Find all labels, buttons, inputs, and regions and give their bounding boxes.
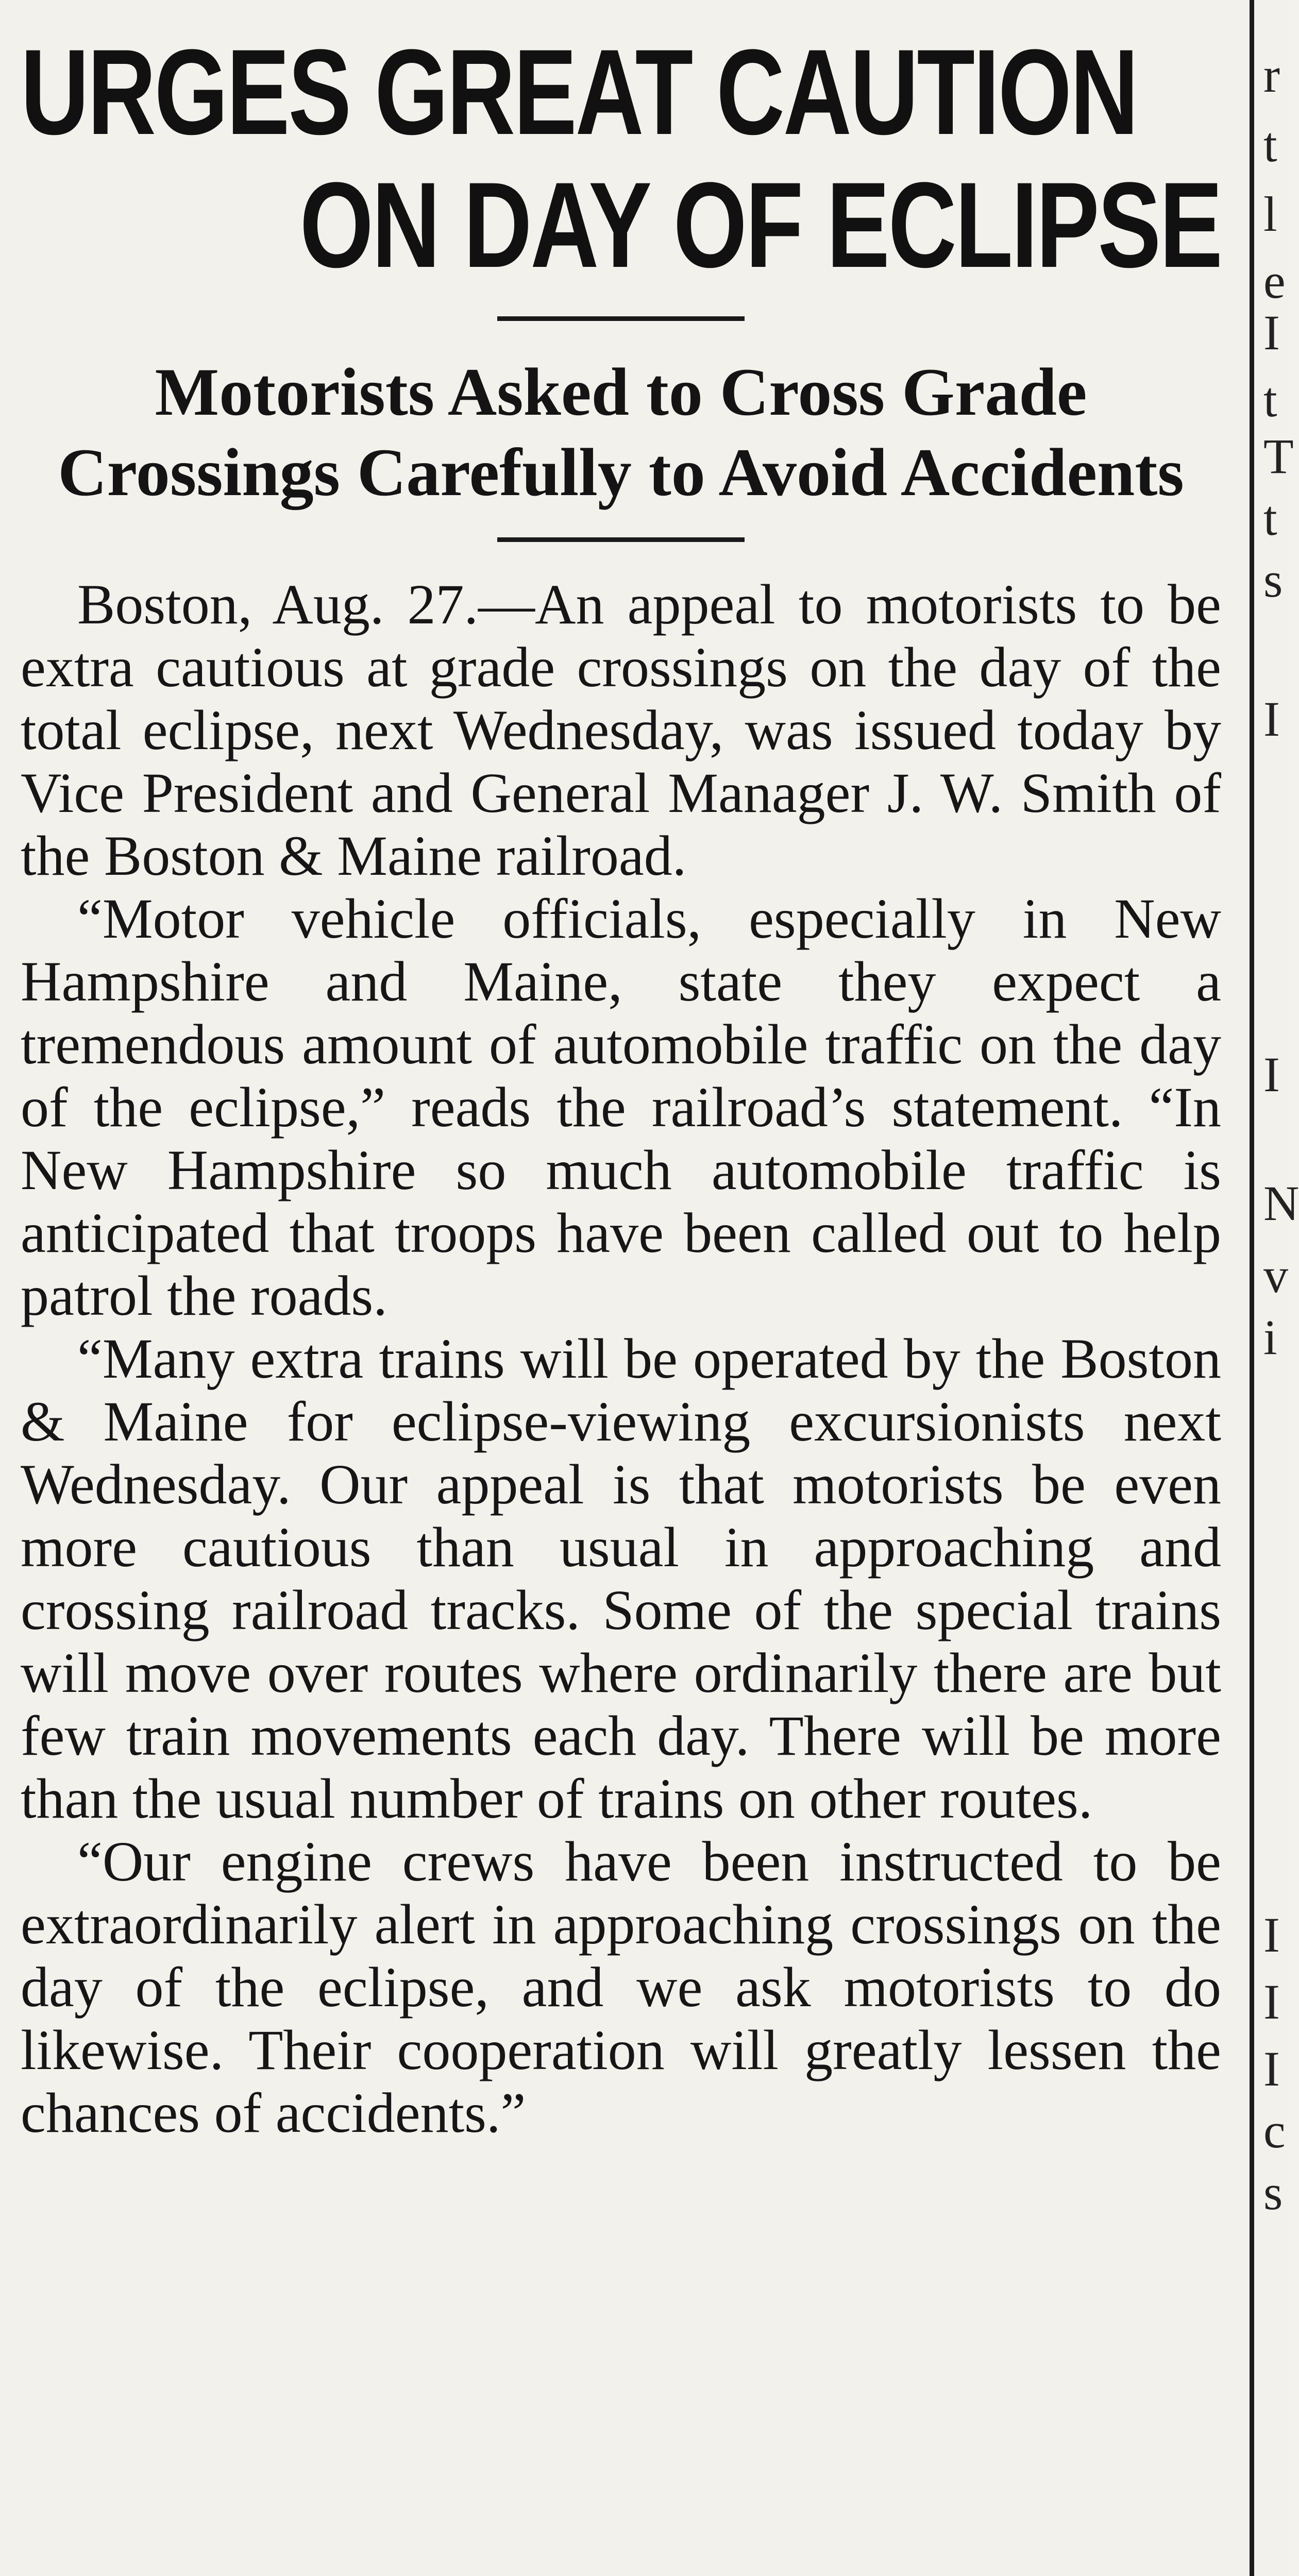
- neighbor-letter: l: [1263, 187, 1277, 242]
- neighbor-letter: I: [1263, 2041, 1280, 2096]
- neighbor-letter: s: [1263, 2165, 1283, 2220]
- neighbor-letter: T: [1263, 429, 1294, 484]
- paragraph-4: “Our engine crews have been instructed to be extraordinarily alert in approaching crossings on the day of the eclipse, and we ask motorists to do likewise. Their cooperation will greatly lessen the chances of accidents.”: [21, 1830, 1221, 2144]
- headline-line-2: ON DAY OF ECLIPSE: [299, 157, 1221, 293]
- subheadline: Motorists Asked to Cross Grade Crossings Carefully to Avoid Accidents: [58, 354, 1184, 510]
- article-column: [21, 26, 1221, 2144]
- neighbor-letter: t: [1263, 490, 1277, 546]
- paragraph-1: Boston, Aug. 27.—An appeal to motorists to be extra cautious at grade crossings on the day of the total eclipse, next Wednesday, was issued today by Vice President and General Manager J. W. Smith of the Boston & Maine railroad.: [21, 573, 1221, 887]
- neighbor-letter: v: [1263, 1248, 1288, 1303]
- neighbor-letter: i: [1263, 1310, 1277, 1365]
- paragraph-3: “Many extra trains will be operated by the Boston & Maine for eclipse-viewing excursionists next Wednesday. Our appeal is that motorists be even more cautious than usual in approaching and crossing railroad tracks. Some of the special trains will move over routes where ordinarily there are but few train movements each day. There will be more than the usual number of trains on other routes.: [21, 1327, 1221, 1830]
- article-body: [21, 573, 1221, 2144]
- neighbor-letter: I: [1263, 691, 1280, 747]
- neighbor-letter: I: [1263, 1974, 1280, 2029]
- neighbor-letter: r: [1263, 47, 1280, 103]
- deck-divider: [497, 537, 745, 542]
- neighbor-letter: e: [1263, 253, 1286, 309]
- neighbor-letter: I: [1263, 1047, 1280, 1102]
- column-divider: [1250, 0, 1254, 2576]
- neighbor-letter: s: [1263, 552, 1283, 607]
- neighbor-letter: t: [1263, 372, 1277, 427]
- neighbor-letter: I: [1263, 305, 1280, 360]
- headline-line-1: URGES GREAT CAUTION: [21, 24, 1137, 160]
- neighbor-letter: t: [1263, 117, 1277, 172]
- neighbor-letter: c: [1263, 2103, 1286, 2158]
- adjacent-column-fragment: [1263, 0, 1299, 2576]
- paragraph-2: “Motor vehicle officials, especially in New Hampshire and Maine, state they expect a tremendous amount of automobile traffic on the day of the eclipse,” reads the railroad’s statement. “In New Hampshire so much automobile traffic is anticipated that troops have been called out to help patrol the roads.: [21, 887, 1221, 1327]
- headline-divider: [497, 316, 745, 321]
- neighbor-letter: N: [1263, 1176, 1299, 1231]
- neighbor-letter: I: [1263, 1907, 1280, 1962]
